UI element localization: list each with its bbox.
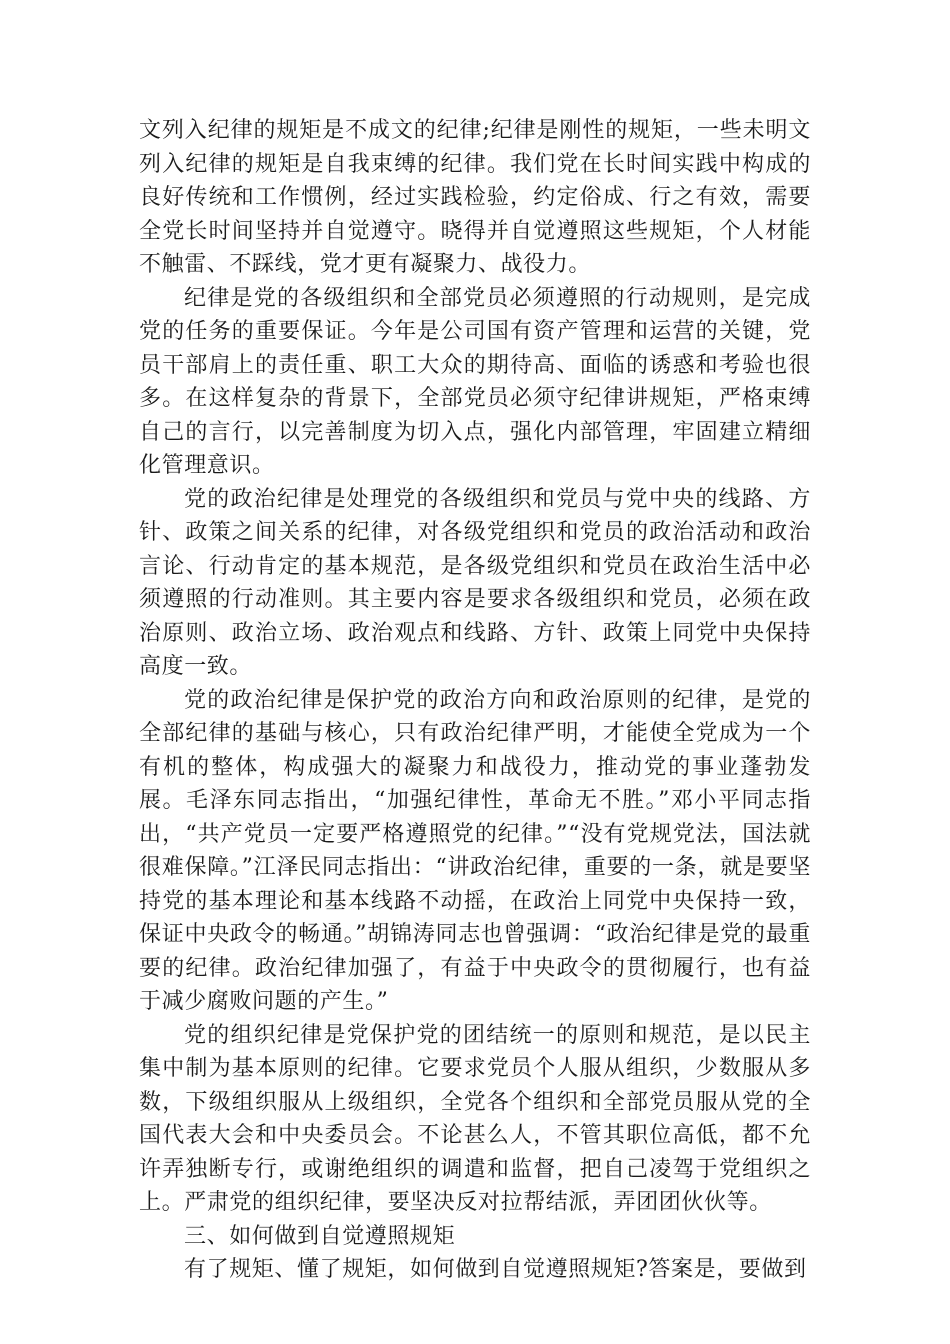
paragraph-6: 有了规矩、懂了规矩，如何做到自觉遵照规矩?答案是，要做到 xyxy=(184,1257,807,1282)
paragraph-5: 党的组织纪律是党保护党的团结统一的原则和规范，是以民主集中制为基本原则的纪律。它要求党员个人服从组织，少数服从多数，下级组织服从上级组织，全党各个组织和全部党员服从党的全国代表大会和中央委员会。不论甚么人，不管其职位高低，都不允许弄独断专行，或谢绝组织的调遣和监督，把自己凌驾于党组织之上。严肃党的组织纪律，要坚决反对拉帮结派，弄团团伙伙等。 xyxy=(139,1022,811,1215)
paragraph-3: 党的政治纪律是处理党的各级组织和党员与党中央的线路、方针、政策之间关系的纪律，对各级党组织和党员的政治活动和政治言论、行动肯定的基本规范，是各级党组织和党员在政治生活中必须遵照的行动准则。其主要内容是要求各级组织和党员，必须在政治原则、政治立场、政治观点和线路、方针、政策上同党中央保持高度一致。 xyxy=(139,486,811,679)
paragraph-1: 文列入纪律的规矩是不成文的纪律;纪律是刚性的规矩，一些未明文列入纪律的规矩是自我束缚的纪律。我们党在长时间实践中构成的良好传统和工作惯例，经过实践检验，约定俗成、行之有效，需要全党长时间坚持并自觉遵守。晓得并自觉遵照这些规矩，个人材能不触雷、不踩线，党才更有凝聚力、战役力。 xyxy=(139,118,811,277)
paragraph-4: 党的政治纪律是保护党的政治方向和政治原则的纪律，是党的全部纪律的基础与核心，只有政治纪律严明，才能使全党成为一个有机的整体，构成强大的凝聚力和战役力，推动党的事业蓬勃发展。毛泽东同志指出，“加强纪律性，革命无不胜。”邓小平同志指出，“共产党员一定要严格遵照党的纪律。”“没有党规党法，国法就很难保障。”江泽民同志指出：“讲政治纪律，重要的一条，就是要坚持党的基本理论和基本线路不动摇，在政治上同党中央保持一致，保证中央政令的畅通。”胡锦涛同志也曾强调：“政治纪律是党的最重要的纪律。政治纪律加强了，有益于中央政令的贯彻履行，也有益于减少腐败问题的产生。” xyxy=(139,687,811,1014)
document-page xyxy=(139,114,811,1287)
section-heading: 三、如何做到自觉遵照规矩 xyxy=(184,1223,456,1249)
paragraph-2: 纪律是党的各级组织和全部党员必须遵照的行动规则，是完成党的任务的重要保证。今年是公司国有资产管理和运营的关键，党员干部肩上的责任重、职工大众的期待高、面临的诱惑和考验也很多。在这样复杂的背景下，全部党员必须守纪律讲规矩，严格束缚自己的言行，以完善制度为切入点，强化内部管理，牢固建立精细化管理意识。 xyxy=(139,285,811,478)
